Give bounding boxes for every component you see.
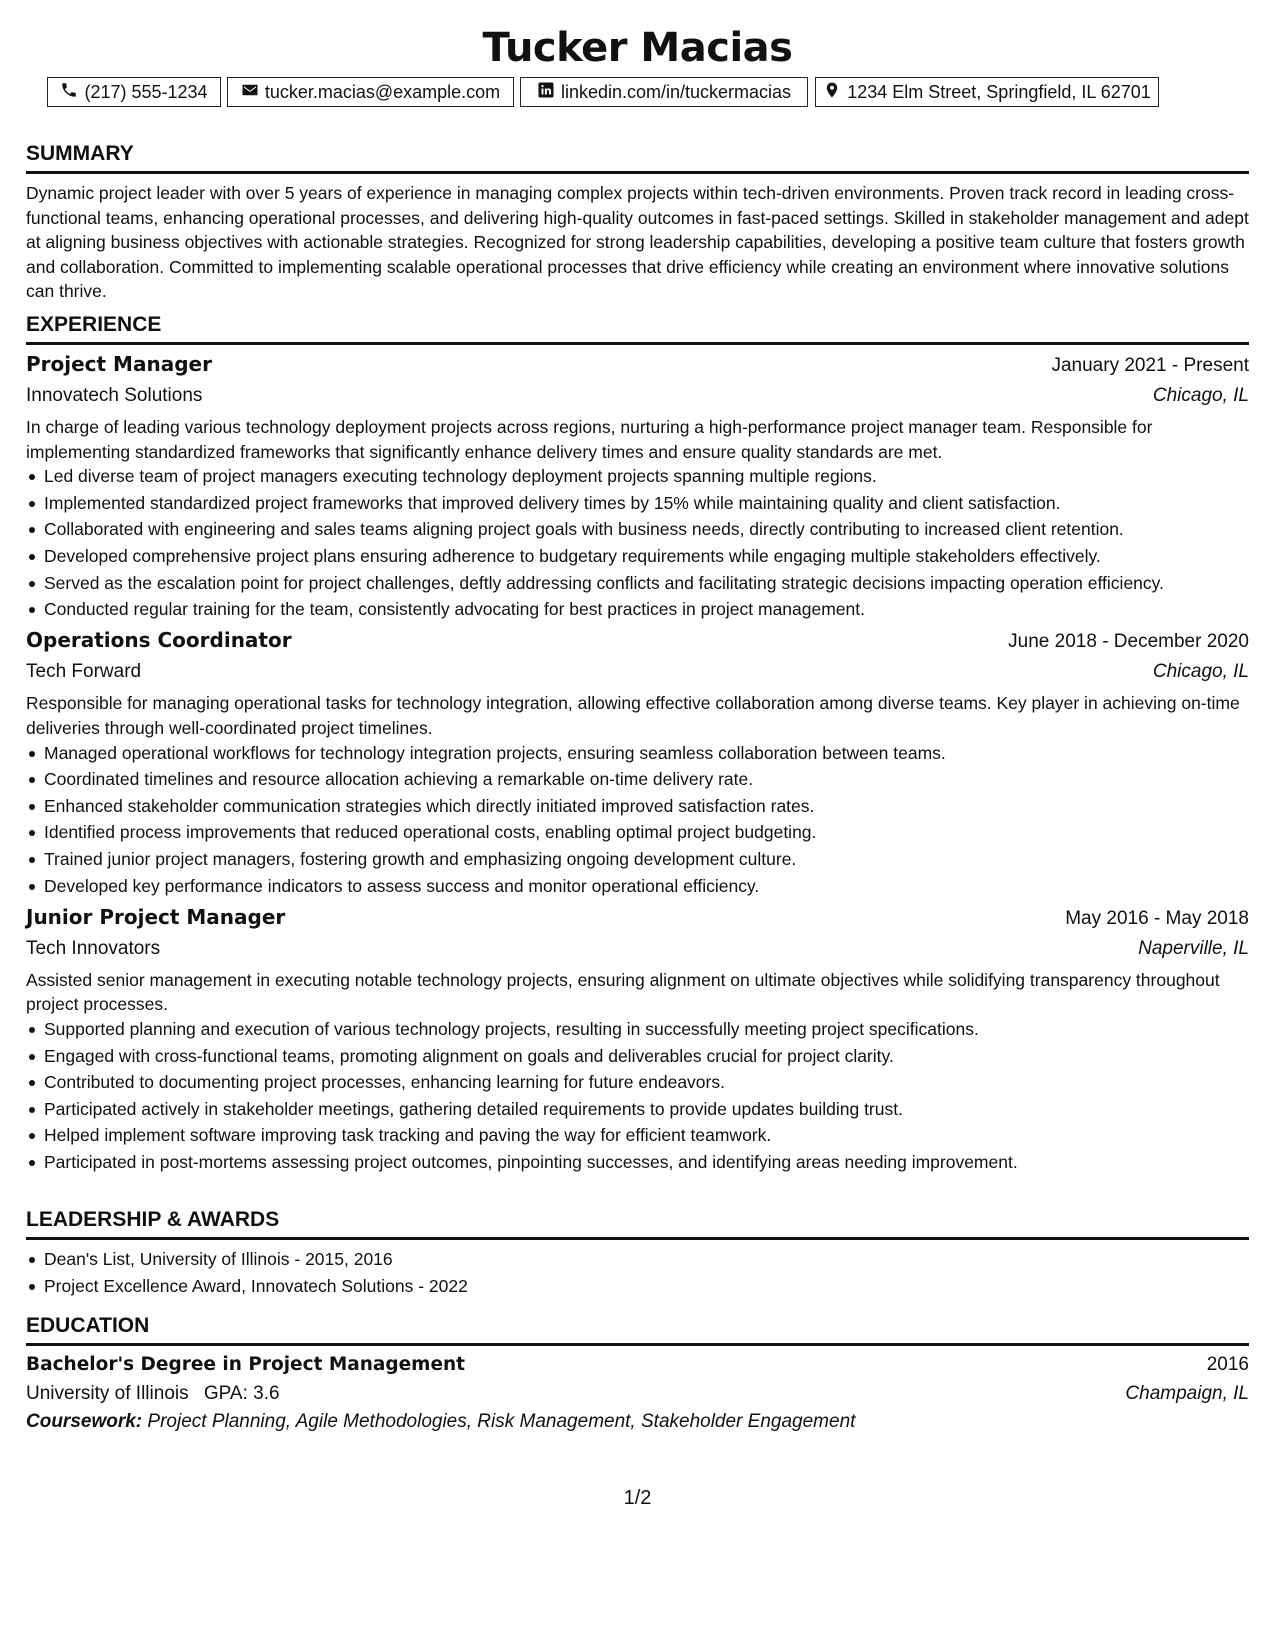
education-section <box>26 1314 1249 1436</box>
coursework-list: Project Planning, Agile Methodologies, Risk Management, Stakeholder Engagement <box>147 1411 856 1432</box>
envelope-icon <box>241 81 259 104</box>
job-dates: January 2021 - Present <box>1051 355 1249 376</box>
job-bullets <box>26 741 1249 898</box>
summary-section <box>26 142 1249 304</box>
company-name: Tech Innovators <box>26 937 161 959</box>
coursework-label: Coursework: <box>26 1411 143 1432</box>
summary-heading: SUMMARY <box>26 142 1249 174</box>
contact-email[interactable] <box>227 77 514 107</box>
list-item: Managed operational workflows for technology integration projects, ensuring seamless collaboration between teams. <box>44 741 1249 765</box>
phone-icon <box>60 81 78 104</box>
job-entry <box>26 902 1249 1174</box>
contact-phone[interactable] <box>47 77 221 107</box>
graduation-year: 2016 <box>1206 1354 1249 1375</box>
leadership-section <box>26 1208 1249 1300</box>
list-item: Helped implement software improving task tracking and paving the way for efficient teamwork. <box>44 1123 1249 1147</box>
list-item: Led diverse team of project managers executing technology deployment projects spanning multiple regions. <box>44 464 1249 488</box>
job-description: In charge of leading various technology deployment projects across regions, nurturing a high-performance project manager team. Responsible for implementing standardized frameworks that significantly enhance delivery times and ensure quality standards are met. <box>26 417 1153 462</box>
contact-bar <box>26 77 1249 109</box>
list-item: Project Excellence Award, Innovatech Solutions - 2022 <box>44 1274 1249 1298</box>
list-item: Engaged with cross-functional teams, promoting alignment on goals and deliverables crucial for project clarity. <box>44 1044 1249 1068</box>
list-item: Developed comprehensive project plans ensuring adherence to budgetary requirements while engaging multiple stakeholders effectively. <box>44 544 1249 568</box>
awards-list <box>26 1247 1249 1298</box>
email-text: tucker.macias@example.com <box>264 81 501 102</box>
experience-heading: EXPERIENCE <box>26 313 1249 345</box>
job-entry <box>26 625 1249 897</box>
list-item: Dean's List, University of Illinois - 2015, 2016 <box>44 1247 1249 1271</box>
list-item: Served as the escalation point for project challenges, deftly addressing conflicts and facilitating strategic decisions impacting operation efficiency. <box>44 571 1249 595</box>
list-item: Conducted regular training for the team, consistently advocating for best practices in project management. <box>44 597 1249 621</box>
list-item: Identified process improvements that reduced operational costs, enabling optimal project budgeting. <box>44 820 1249 844</box>
company-name: Tech Forward <box>26 661 142 683</box>
job-dates: May 2016 - May 2018 <box>1065 907 1249 929</box>
degree-title: Bachelor's Degree in Project Management <box>26 1354 466 1375</box>
phone-text: (217) 555-1234 <box>84 81 208 102</box>
list-item: Coordinated timelines and resource allocation achieving a remarkable on-time delivery rate. <box>44 767 1249 791</box>
candidate-name: Tucker Macias <box>482 25 793 71</box>
list-item: Trained junior project managers, fostering growth and emphasizing ongoing development culture. <box>44 847 1249 871</box>
job-entry <box>26 349 1249 621</box>
list-item: Supported planning and execution of various technology projects, resulting in successfully meeting project specifications. <box>44 1017 1249 1041</box>
company-name: Innovatech Solutions <box>26 385 203 406</box>
contact-address[interactable] <box>815 77 1159 107</box>
leadership-heading: LEADERSHIP & AWARDS <box>26 1208 1249 1240</box>
list-item: Developed key performance indicators to assess success and monitor operational efficiency. <box>44 874 1249 898</box>
job-title: Junior Project Manager <box>26 904 286 929</box>
school-location: Champaign, IL <box>1125 1383 1249 1404</box>
job-location: Chicago, IL <box>1152 661 1249 683</box>
job-bullets <box>26 1017 1249 1174</box>
list-item: Participated actively in stakeholder meetings, gathering detailed requirements to provide updates building trust. <box>44 1097 1249 1121</box>
list-item: Collaborated with engineering and sales teams aligning project goals with business needs, directly contributing to increased client retention. <box>44 517 1249 541</box>
coursework <box>26 1408 1249 1436</box>
map-pin-icon <box>823 81 841 104</box>
gpa: GPA: 3.6 <box>203 1383 280 1404</box>
linkedin-text: linkedin.com/in/tuckermacias <box>560 81 792 102</box>
resume-page <box>26 0 1249 1432</box>
summary-text: Dynamic project leader with over 5 years of experience in managing complex projects within tech-driven environments. Proven track record in leading cross-functional teams, enhancing operational processes, and delivering high-quality outcomes in fast-paced settings. Skilled in stakeholder management and adept at aligning business objectives with actionable strategies. Recognized for strong leadership capabilities, developing a positive team culture that fosters growth and collaboration. Committed to implementing scalable operational processes that drive efficiency while creating an environment where innovative solutions can thrive. <box>26 183 1249 302</box>
job-bullets <box>26 464 1249 621</box>
education-heading: EDUCATION <box>26 1314 1249 1346</box>
list-item: Contributed to documenting project processes, enhancing learning for future endeavors. <box>44 1070 1249 1094</box>
job-location: Naperville, IL <box>1138 937 1249 959</box>
job-title: Operations Coordinator <box>26 628 292 653</box>
job-description: Assisted senior management in executing notable technology projects, ensuring alignment on ultimate objectives while solidifying transparency throughout project processes. <box>26 969 1220 1015</box>
job-title: Project Manager <box>26 352 212 376</box>
linkedin-icon <box>537 81 555 104</box>
address-text: 1234 Elm Street, Springfield, IL 62701 <box>847 81 1151 102</box>
job-dates: June 2018 - December 2020 <box>1008 631 1249 653</box>
school-name: University of Illinois <box>26 1383 189 1404</box>
experience-section <box>26 313 1249 1176</box>
page-number: 1/2 <box>623 1487 652 1509</box>
list-item: Implemented standardized project frameworks that improved delivery times by 15% while maintaining quality and client satisfaction. <box>44 491 1249 515</box>
list-item: Participated in post-mortems assessing project outcomes, pinpointing successes, and identifying areas needing improvement. <box>44 1150 1249 1174</box>
contact-linkedin[interactable] <box>520 77 808 107</box>
job-description: Responsible for managing operational tasks for technology integration, allowing effective collaboration among diverse teams. Key player in achieving on-time deliveries through well-coordinated project timelines. <box>26 693 1240 738</box>
list-item: Enhanced stakeholder communication strategies which directly initiated improved satisfaction rates. <box>44 794 1249 818</box>
job-location: Chicago, IL <box>1152 385 1249 406</box>
